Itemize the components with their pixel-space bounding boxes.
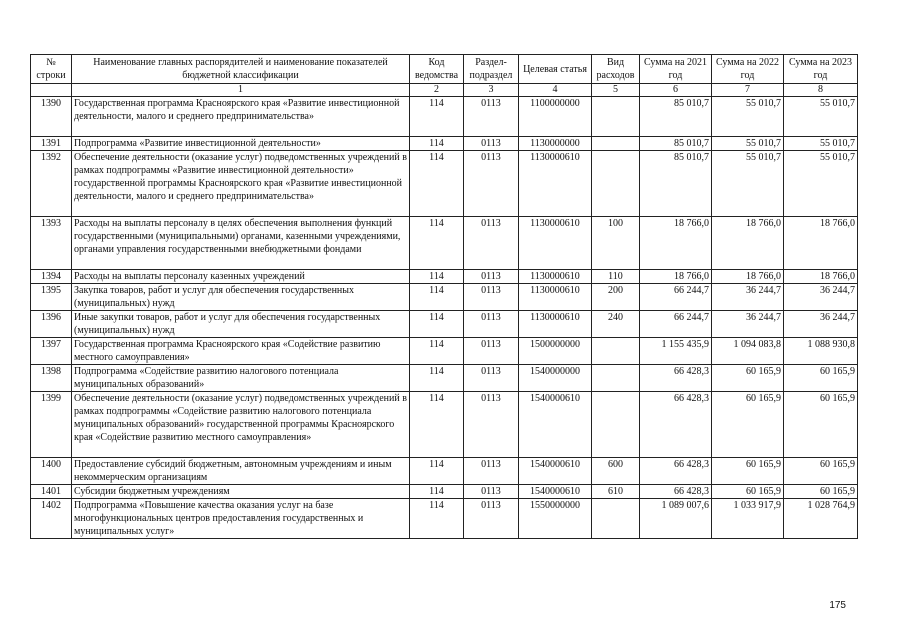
row-target: 1540000610 — [519, 458, 592, 485]
row-number: 1398 — [31, 365, 72, 392]
column-index: 4 — [519, 84, 592, 97]
budget-table — [30, 54, 858, 539]
row-dept-code: 114 — [410, 151, 464, 217]
row-sum-2021: 66 428,3 — [640, 392, 712, 458]
row-number: 1393 — [31, 217, 72, 270]
row-expense-type: 100 — [592, 217, 640, 270]
column-index: 8 — [784, 84, 858, 97]
table-row — [31, 458, 858, 485]
row-target: 1550000000 — [519, 499, 592, 539]
table-row — [31, 392, 858, 458]
row-number: 1394 — [31, 270, 72, 284]
row-dept-code: 114 — [410, 499, 464, 539]
row-sum-2022: 18 766,0 — [712, 270, 784, 284]
row-target: 1130000610 — [519, 217, 592, 270]
column-index: 7 — [712, 84, 784, 97]
row-sum-2023: 18 766,0 — [784, 270, 858, 284]
row-sum-2021: 66 428,3 — [640, 485, 712, 499]
row-number: 1401 — [31, 485, 72, 499]
row-name: Предоставление субсидий бюджетным, автономным учреждениям и иным некоммерческим организациям — [72, 458, 410, 485]
row-section: 0113 — [464, 217, 519, 270]
row-dept-code: 114 — [410, 311, 464, 338]
row-sum-2021: 1 089 007,6 — [640, 499, 712, 539]
row-target: 1540000610 — [519, 485, 592, 499]
header-sum-2023: Сумма на 2023 год — [784, 55, 858, 84]
header-expense-type: Вид расходов — [592, 55, 640, 84]
row-sum-2022: 55 010,7 — [712, 97, 784, 137]
row-dept-code: 114 — [410, 284, 464, 311]
row-name: Расходы на выплаты персоналу в целях обеспечения выполнения функций государственными (муниципальными) органами, казенными учреждениями, органами управления государственными внебюджетными фондами — [72, 217, 410, 270]
row-sum-2023: 60 165,9 — [784, 392, 858, 458]
header-dept-code: Код ведомства — [410, 55, 464, 84]
row-target: 1130000610 — [519, 284, 592, 311]
row-name: Подпрограмма «Содействие развитию налогового потенциала муниципальных образований» — [72, 365, 410, 392]
row-name: Обеспечение деятельности (оказание услуг) подведомственных учреждений в рамках подпрограммы «Развитие инвестиционной деятельности» государственной программы Красноярского края «Развитие инвестиционной деятельности, малого и среднего предпринимательства» — [72, 151, 410, 217]
row-target: 1540000000 — [519, 365, 592, 392]
row-sum-2022: 18 766,0 — [712, 217, 784, 270]
row-sum-2022: 36 244,7 — [712, 284, 784, 311]
table-row — [31, 365, 858, 392]
row-section: 0113 — [464, 485, 519, 499]
row-target: 1100000000 — [519, 97, 592, 137]
column-index: 3 — [464, 84, 519, 97]
table-body — [31, 97, 858, 539]
table-row — [31, 217, 858, 270]
row-dept-code: 114 — [410, 458, 464, 485]
column-index-row — [31, 84, 858, 97]
column-index: 2 — [410, 84, 464, 97]
row-sum-2022: 1 094 083,8 — [712, 338, 784, 365]
header-target: Целевая статья — [519, 55, 592, 84]
row-sum-2021: 18 766,0 — [640, 270, 712, 284]
row-number: 1391 — [31, 137, 72, 151]
row-sum-2022: 60 165,9 — [712, 392, 784, 458]
row-sum-2022: 1 033 917,9 — [712, 499, 784, 539]
row-sum-2023: 55 010,7 — [784, 137, 858, 151]
row-expense-type: 200 — [592, 284, 640, 311]
row-sum-2022: 60 165,9 — [712, 365, 784, 392]
row-sum-2023: 1 028 764,9 — [784, 499, 858, 539]
row-number: 1399 — [31, 392, 72, 458]
row-dept-code: 114 — [410, 365, 464, 392]
row-sum-2023: 55 010,7 — [784, 151, 858, 217]
table-row — [31, 151, 858, 217]
row-section: 0113 — [464, 499, 519, 539]
column-index: 1 — [72, 84, 410, 97]
row-expense-type — [592, 151, 640, 217]
row-name: Государственная программа Красноярского края «Развитие инвестиционной деятельности, малого и среднего предпринимательства» — [72, 97, 410, 137]
row-dept-code: 114 — [410, 137, 464, 151]
row-section: 0113 — [464, 270, 519, 284]
row-expense-type: 600 — [592, 458, 640, 485]
row-sum-2023: 36 244,7 — [784, 311, 858, 338]
table-row — [31, 137, 858, 151]
table-row — [31, 284, 858, 311]
row-expense-type — [592, 499, 640, 539]
header-sum-2022: Сумма на 2022 год — [712, 55, 784, 84]
row-sum-2022: 60 165,9 — [712, 485, 784, 499]
row-dept-code: 114 — [410, 270, 464, 284]
row-sum-2023: 55 010,7 — [784, 97, 858, 137]
table-row — [31, 499, 858, 539]
row-sum-2022: 36 244,7 — [712, 311, 784, 338]
row-target: 1130000610 — [519, 270, 592, 284]
row-sum-2021: 66 428,3 — [640, 365, 712, 392]
row-sum-2021: 18 766,0 — [640, 217, 712, 270]
row-target: 1130000610 — [519, 151, 592, 217]
row-sum-2021: 66 428,3 — [640, 458, 712, 485]
row-section: 0113 — [464, 284, 519, 311]
row-section: 0113 — [464, 338, 519, 365]
row-section: 0113 — [464, 151, 519, 217]
row-name: Государственная программа Красноярского края «Содействие развитию местного самоуправления» — [72, 338, 410, 365]
row-sum-2021: 85 010,7 — [640, 151, 712, 217]
row-expense-type: 240 — [592, 311, 640, 338]
row-name: Подпрограмма «Развитие инвестиционной деятельности» — [72, 137, 410, 151]
row-dept-code: 114 — [410, 217, 464, 270]
row-dept-code: 114 — [410, 392, 464, 458]
row-section: 0113 — [464, 137, 519, 151]
row-sum-2023: 36 244,7 — [784, 284, 858, 311]
column-index: 6 — [640, 84, 712, 97]
row-expense-type: 110 — [592, 270, 640, 284]
table-row — [31, 270, 858, 284]
column-index — [31, 84, 72, 97]
row-section: 0113 — [464, 392, 519, 458]
row-name: Субсидии бюджетным учреждениям — [72, 485, 410, 499]
row-number: 1396 — [31, 311, 72, 338]
row-expense-type — [592, 365, 640, 392]
row-name: Расходы на выплаты персоналу казенных учреждений — [72, 270, 410, 284]
row-expense-type: 610 — [592, 485, 640, 499]
header-name: Наименование главных распорядителей и наименование показателей бюджетной классификации — [72, 55, 410, 84]
row-target: 1130000000 — [519, 137, 592, 151]
row-target: 1500000000 — [519, 338, 592, 365]
row-sum-2022: 55 010,7 — [712, 137, 784, 151]
row-number: 1402 — [31, 499, 72, 539]
row-section: 0113 — [464, 458, 519, 485]
row-expense-type — [592, 97, 640, 137]
row-sum-2021: 66 244,7 — [640, 284, 712, 311]
row-sum-2021: 66 244,7 — [640, 311, 712, 338]
header-sum-2021: Сумма на 2021 год — [640, 55, 712, 84]
table-row — [31, 338, 858, 365]
header-row-no: № строки — [31, 55, 72, 84]
column-index: 5 — [592, 84, 640, 97]
row-number: 1395 — [31, 284, 72, 311]
row-dept-code: 114 — [410, 338, 464, 365]
row-expense-type — [592, 338, 640, 365]
row-section: 0113 — [464, 311, 519, 338]
row-sum-2023: 18 766,0 — [784, 217, 858, 270]
table-row — [31, 311, 858, 338]
row-sum-2022: 55 010,7 — [712, 151, 784, 217]
row-dept-code: 114 — [410, 485, 464, 499]
row-section: 0113 — [464, 365, 519, 392]
row-section: 0113 — [464, 97, 519, 137]
row-sum-2021: 85 010,7 — [640, 97, 712, 137]
table-row — [31, 97, 858, 137]
row-sum-2021: 85 010,7 — [640, 137, 712, 151]
row-number: 1400 — [31, 458, 72, 485]
row-expense-type — [592, 392, 640, 458]
row-name: Подпрограмма «Повышение качества оказания услуг на базе многофункциональных центров предоставления государственных и муниципальных услуг» — [72, 499, 410, 539]
row-sum-2023: 60 165,9 — [784, 365, 858, 392]
table-header-row — [31, 55, 858, 84]
row-number: 1397 — [31, 338, 72, 365]
row-number: 1392 — [31, 151, 72, 217]
row-expense-type — [592, 137, 640, 151]
header-section: Раздел-подраздел — [464, 55, 519, 84]
page-number: 175 — [829, 600, 846, 611]
row-name: Обеспечение деятельности (оказание услуг) подведомственных учреждений в рамках подпрограммы «Содействие развитию налогового потенциала муниципальных образований» государственной программы Красноярского края «Содействие развитию местного самоуправления» — [72, 392, 410, 458]
row-name: Иные закупки товаров, работ и услуг для обеспечения государственных (муниципальных) нужд — [72, 311, 410, 338]
row-sum-2022: 60 165,9 — [712, 458, 784, 485]
row-sum-2023: 1 088 930,8 — [784, 338, 858, 365]
row-name: Закупка товаров, работ и услуг для обеспечения государственных (муниципальных) нужд — [72, 284, 410, 311]
row-sum-2023: 60 165,9 — [784, 458, 858, 485]
row-target: 1540000610 — [519, 392, 592, 458]
row-sum-2021: 1 155 435,9 — [640, 338, 712, 365]
row-dept-code: 114 — [410, 97, 464, 137]
table-row — [31, 485, 858, 499]
row-number: 1390 — [31, 97, 72, 137]
row-target: 1130000610 — [519, 311, 592, 338]
row-sum-2023: 60 165,9 — [784, 485, 858, 499]
